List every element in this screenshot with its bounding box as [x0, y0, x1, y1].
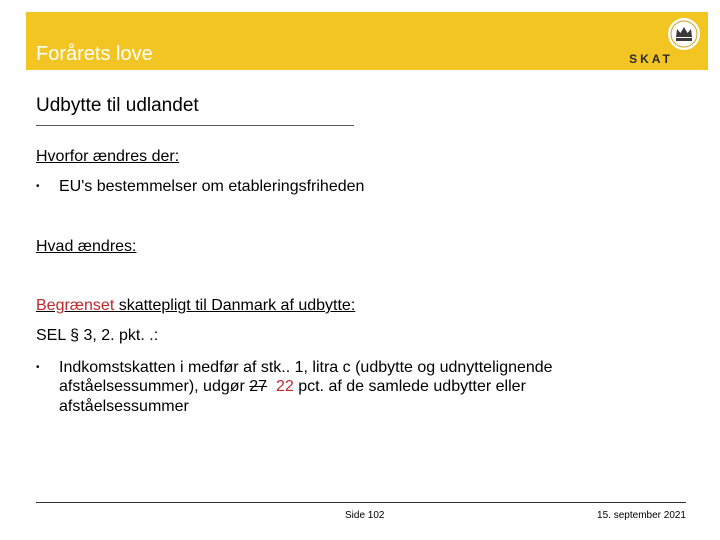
bullet-tax-line2 — [59, 378, 526, 396]
heading-limited-tax — [36, 297, 355, 315]
heading-limited-tax-rest: skattepligt til Danmark af udbytte: — [114, 297, 356, 314]
page-number: Side 102 — [345, 510, 385, 521]
skat-logo — [616, 52, 686, 64]
slide-subtitle: Udbytte til udlandet — [36, 95, 199, 116]
bullet-tax-line2-a: afståelsessummer), udgør — [59, 378, 250, 395]
bullet-tax-line2-b: pct. af de samlede udbytter eller — [293, 378, 526, 395]
bullet-tax-line3: afståelsessummer — [59, 398, 189, 415]
header-title: Forårets love — [36, 43, 153, 65]
bullet-eu: EU's bestemmelser om etableringsfriheden — [59, 178, 365, 195]
old-rate: 27 — [249, 378, 268, 395]
crown-icon — [666, 16, 702, 52]
skat-logo-text: SKAT — [629, 52, 673, 64]
footer-divider — [36, 502, 686, 503]
heading-why: Hvorfor ændres der: — [36, 148, 180, 165]
footer-date: 15. september 2021 — [597, 510, 686, 521]
header-bar — [26, 12, 708, 70]
law-reference: SEL § 3, 2. pkt. .: — [36, 327, 159, 344]
new-rate: 22 — [275, 378, 294, 395]
bullet-marker: • — [36, 362, 40, 373]
subtitle-divider — [36, 125, 354, 126]
bullet-tax-line1: Indkomstskatten i medfør af stk.. 1, litra c (udbytte og udnyttelignende — [59, 359, 553, 376]
heading-what: Hvad ændres: — [36, 238, 137, 255]
heading-limited-tax-red: Begrænset — [36, 297, 115, 314]
bullet-marker: • — [36, 181, 40, 192]
